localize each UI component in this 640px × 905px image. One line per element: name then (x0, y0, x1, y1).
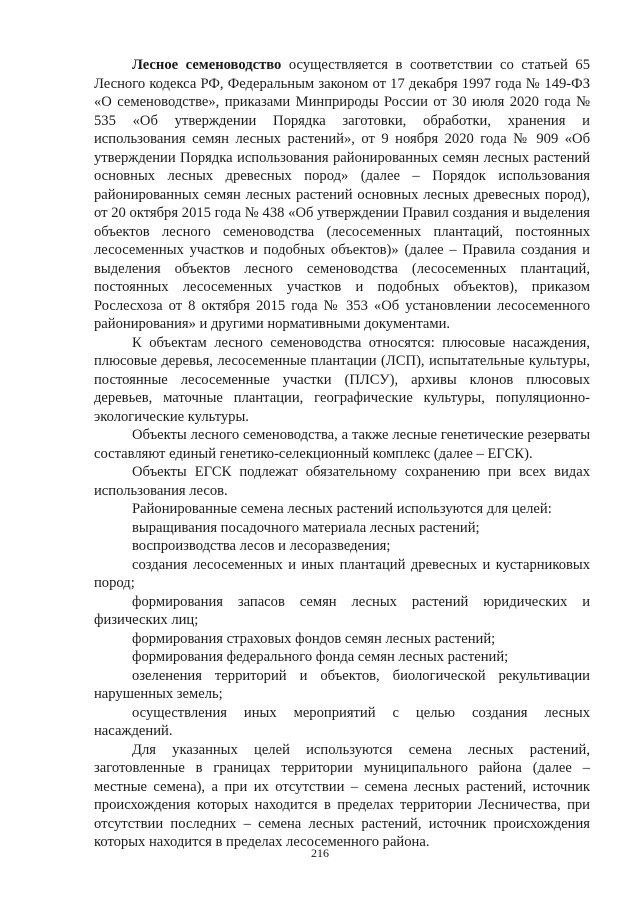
paragraph-3: Объекты лесного семеноводства, а также лесные генетические резерваты составляют единый генетико-селекционный комплекс (далее – ЕГСК). (94, 427, 590, 462)
term-forest-seed-production: Лесное семеноводство (132, 57, 282, 73)
paragraph-text: осуществляется в соответствии со статьей 65 Лесного кодекса РФ, Федеральным законом от 17 декабря 1997 года № 149-ФЗ «О семеноводстве», приказами Минприроды России от 30 июля 2020 года № 535 «Об утверждении Порядка заготовки, обработки, хранения и использования семян лесных растений», от 9 ноября 2020 года № 909 «Об утверждении Порядка использования районированных семян лесных растений основных лесных древесных пород» (далее – Порядок использования районированных семян лесных растений основных лесных древесных пород), от 20 октября 2015 года № 438 «Об утверждении Правил создания и выделения объектов лесного семеноводства (лесосеменных плантаций, постоянных лесосеменных участков и подобных объектов)» (далее – Правила создания и выделения объектов лесного семеноводства (лесосеменных плантаций, постоянных лесосеменных участков и подобных объектов), приказом Рослесхоза от 8 октября 2015 года № 353 «Об установлении лесосеменного районирования» и другими нормативными документами. (94, 57, 591, 332)
paragraph-5: Районированные семена лесных растений используются для целей: (132, 501, 552, 517)
list-item: выращивания посадочного материала лесных растений; (132, 519, 480, 536)
list-item: создания лесосеменных и иных плантаций древесных и кустарниковых пород; (94, 556, 590, 591)
paragraph-4: Объекты ЕГСК подлежат обязательному сохранению при всех видах использования лесов. (94, 464, 590, 499)
list-item: формирования федерального фонда семян лесных растений; (132, 649, 509, 665)
list-item: осуществления иных мероприятий с целью создания лесных насаждений. (94, 704, 590, 739)
list-item: формирования запасов семян лесных растений юридических и физических лиц; (94, 593, 590, 628)
paragraph-2: К объектам лесного семеноводства относятся: плюсовые насаждения, плюсовые деревья, лесосеменные плантации (ЛСП), испытательные культуры, постоянные лесосеменные участки (ПЛСУ), архивы клонов плюсовых деревьев, маточные плантации, географические культуры, популяционно-экологические культуры. (94, 334, 590, 425)
list-item: озеленения территорий и объектов, биологической рекультивации нарушенных земель; (94, 667, 590, 702)
list-item: формирования страховых фондов семян лесных растений; (132, 630, 496, 647)
list-item: воспроизводства лесов и лесоразведения; (132, 538, 391, 554)
paragraph-1 (94, 56, 590, 334)
paragraph-final: Для указанных целей используются семена лесных растений, заготовленные в границах территории муниципального района (далее – местные семена), а при их отсутствии – семена лесных растений, источник происхождения которых находится в пределах территории Лесничества, при отсутствии последних – семена лесных растений, источник происхождения которых находится в пределах лесосеменного района. (94, 741, 590, 850)
page-number: 216 (311, 846, 329, 860)
body-text (94, 56, 590, 852)
